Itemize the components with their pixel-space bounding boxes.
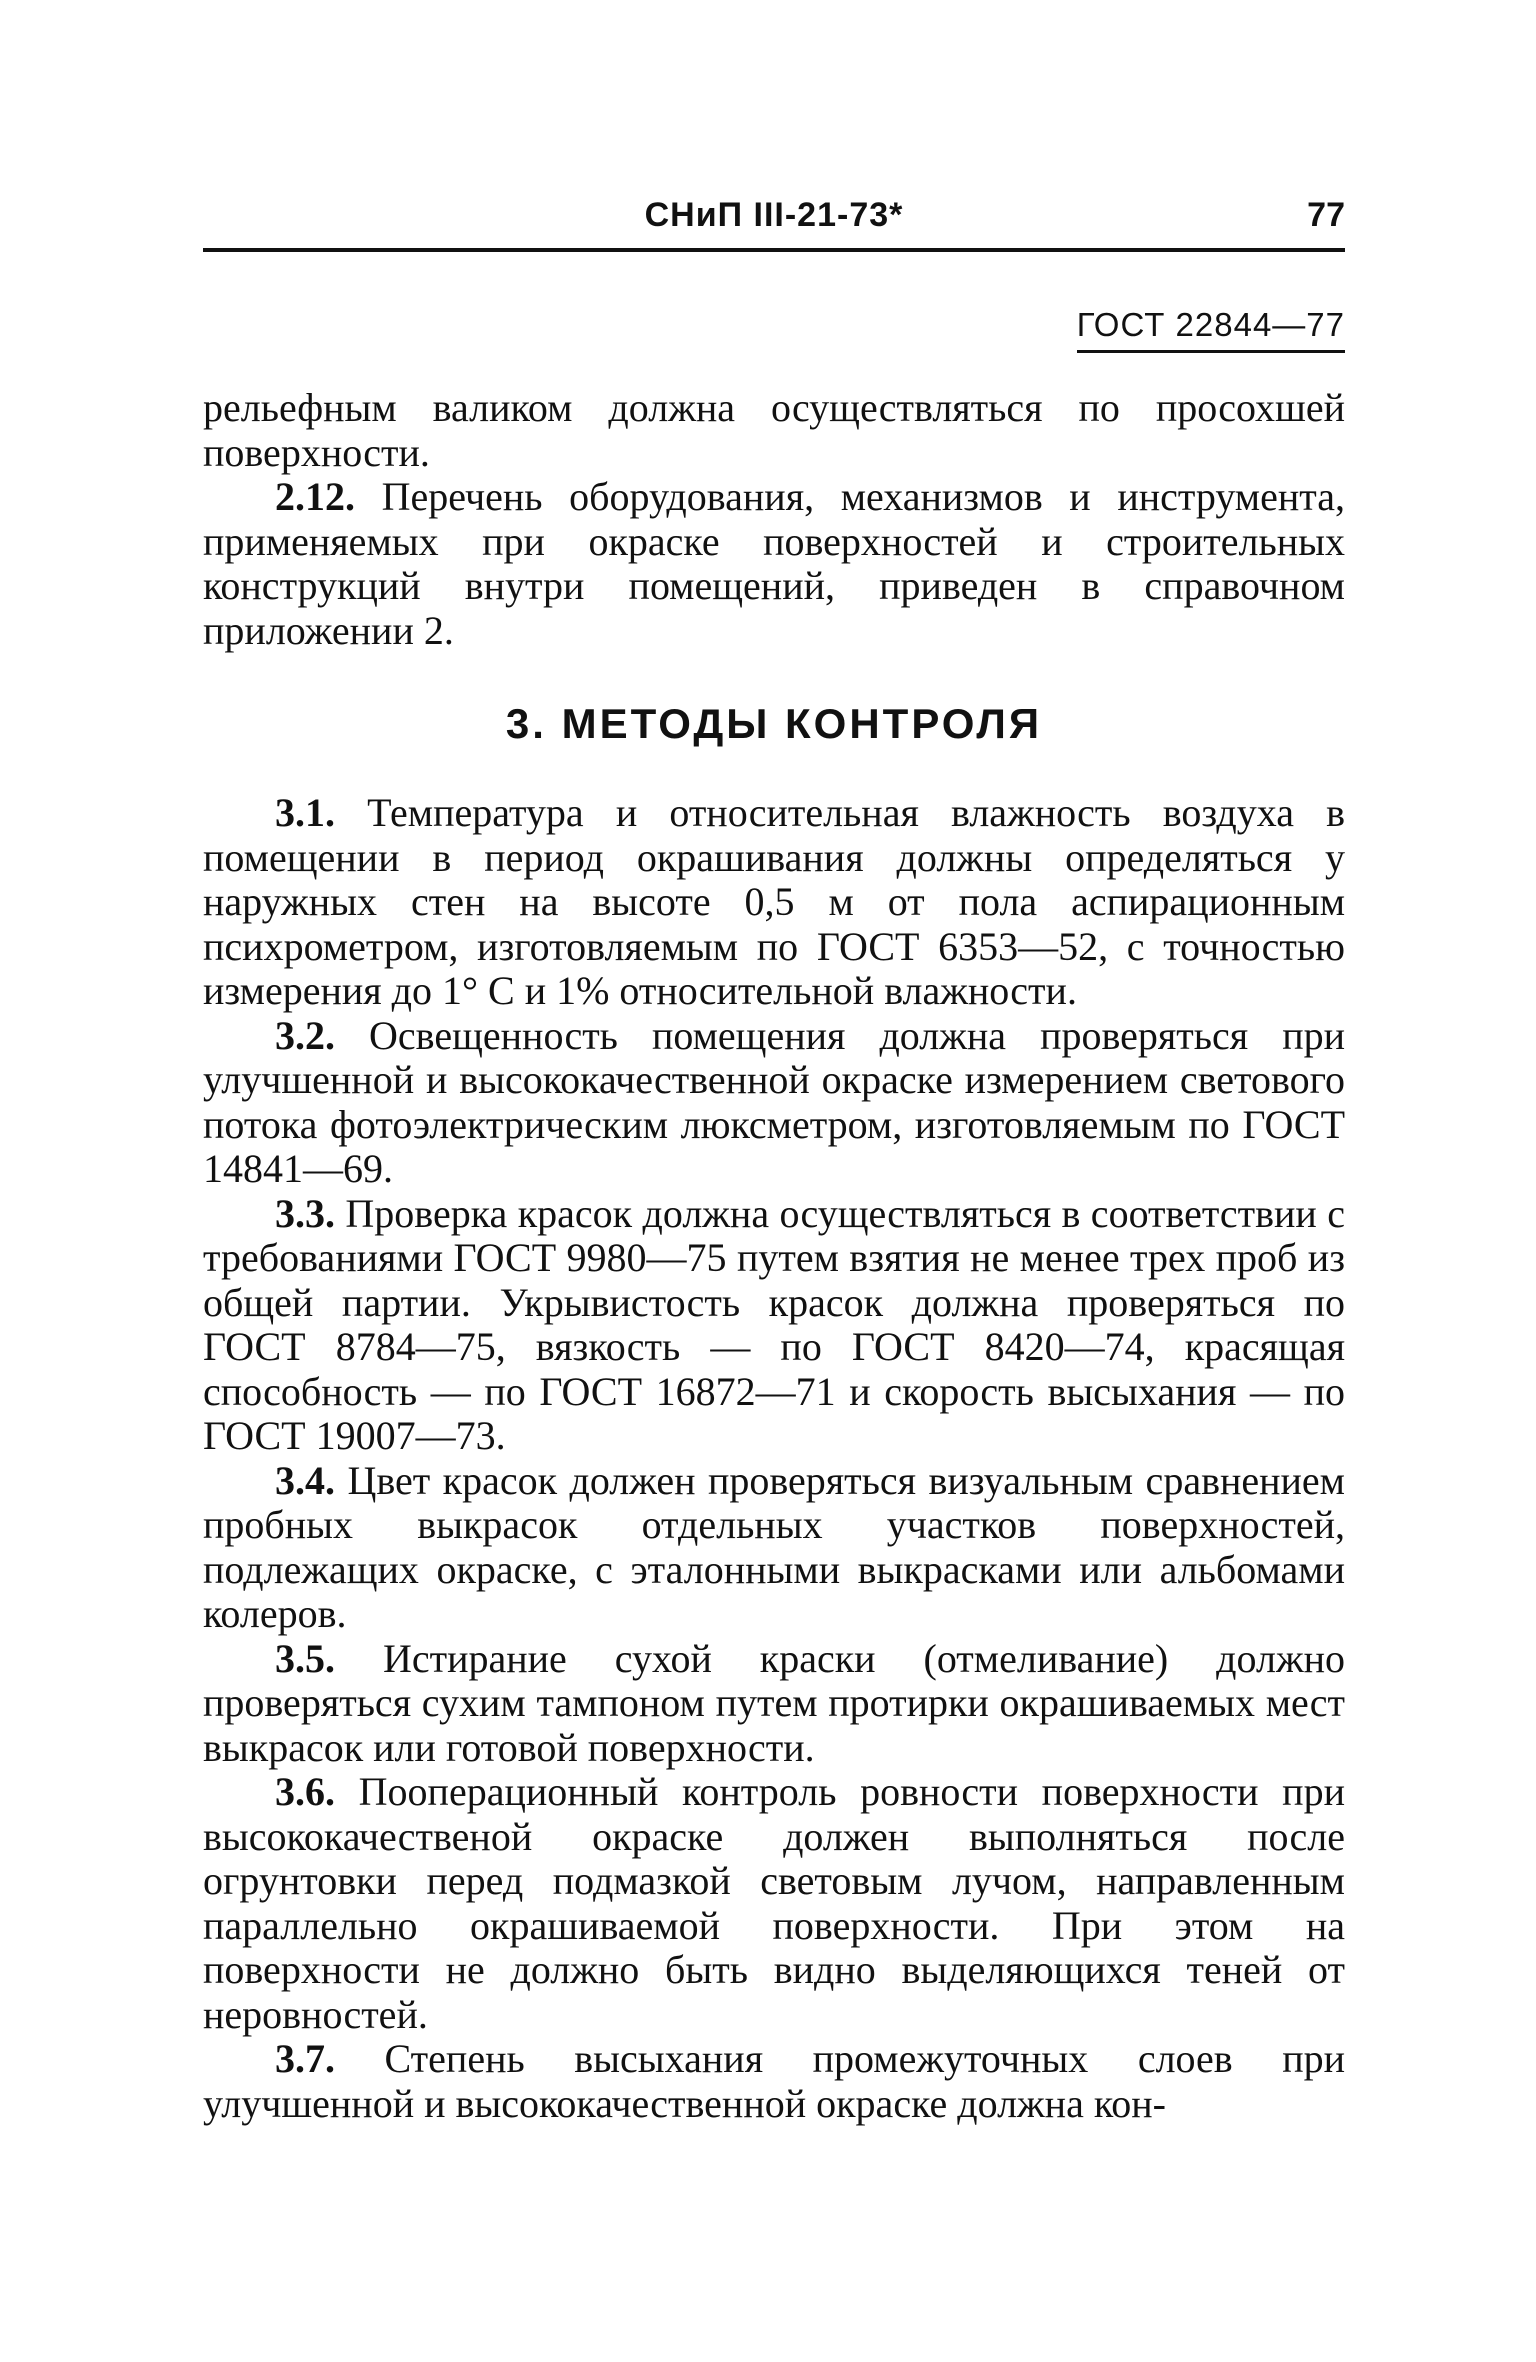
page-number: 77 — [1307, 196, 1345, 234]
paragraph-number: 2.12. — [275, 474, 355, 519]
paragraph-3-2 — [203, 1014, 1345, 1192]
running-title: СНиП III-21-73* — [644, 196, 904, 234]
paragraph-3-4 — [203, 1459, 1345, 1637]
paragraph-text: Температура и относительная влажность воздуха в помещении в период окрашивания должны определяться у наружных стен на высоте 0,5 м от пола аспирационным психрометром, изготовляемым по ГОСТ 6353—52, с точностью измерения до 1° С и 1% относительной влажности. — [203, 790, 1345, 1013]
paragraph-number: 3.1. — [275, 790, 335, 835]
header-rule — [203, 248, 1345, 252]
paragraph-text: Освещенность помещения должна проверяться при улучшенной и высококачественной окраске измерением светового потока фотоэлектрическим люксметром, изготовляемым по ГОСТ 14841—69. — [203, 1012, 1345, 1191]
body-text — [203, 386, 1345, 2126]
paragraph-text: Проверка красок должна осуществляться в соответствии с требованиями ГОСТ 9980—75 путем взятия не менее трех проб из общей партии. Укрывистость красок должна проверяться по ГОСТ 8784—75, вязкость — по ГОСТ 8420—74, красящая способность — по ГОСТ 16872—71 и скорость высыхания — по ГОСТ 19007—73. — [203, 1190, 1345, 1458]
paragraph-number: 3.7. — [275, 2036, 335, 2081]
standard-reference: ГОСТ 22844—77 — [1077, 306, 1345, 353]
paragraph-number: 3.5. — [275, 1635, 335, 1681]
paragraph-2-12 — [203, 475, 1345, 653]
paragraph-text: Цвет красок должен проверяться визуальным сравнением пробных выкрасок отдельных участков поверхностей, подлежащих окраске, с эталонными выкрасками или альбомами колеров. — [203, 1457, 1345, 1636]
paragraph-number: 3.4. — [275, 1457, 335, 1503]
paragraph-text: Истирание сухой краски (отмеливание) должно проверяться сухим тампоном путем протирки окрашиваемых мест выкрасок или готовой поверхности. — [203, 1635, 1345, 1770]
running-head — [203, 190, 1345, 250]
paragraph-number: 3.2. — [275, 1012, 335, 1058]
paragraph-text: Степень высыхания промежуточных слоев при улучшенной и высококачественной окраске должна кон- — [203, 2036, 1345, 2126]
paragraph-text: Перечень оборудования, механизмов и инструмента, применяемых при окраске поверхностей и строительных конструкций внутри помещений, приведен в справочном приложении 2. — [203, 474, 1345, 653]
paragraph-number: 3.3. — [275, 1190, 335, 1236]
paragraph-number: 3.6. — [275, 1769, 335, 1814]
paragraph-3-1 — [203, 791, 1345, 1014]
paragraph-3-6 — [203, 1770, 1345, 2037]
paragraph-text: Пооперационный контроль ровности поверхности при высококачественой окраске должен выполняться после огрунтовки перед подмазкой световым лучом, направленным параллельно окрашиваемой поверхности. При этом на поверхности не должно быть видно выделяющихся теней от неровностей. — [203, 1769, 1345, 2037]
paragraph-3-5 — [203, 1637, 1345, 1771]
paragraph-3-7 — [203, 2037, 1345, 2126]
paragraph-3-3 — [203, 1192, 1345, 1459]
continuation-paragraph: рельефным валиком должна осуществляться по просохшей поверхности. — [203, 385, 1345, 475]
section-heading: 3. МЕТОДЫ КОНТРОЛЯ — [505, 700, 1043, 747]
